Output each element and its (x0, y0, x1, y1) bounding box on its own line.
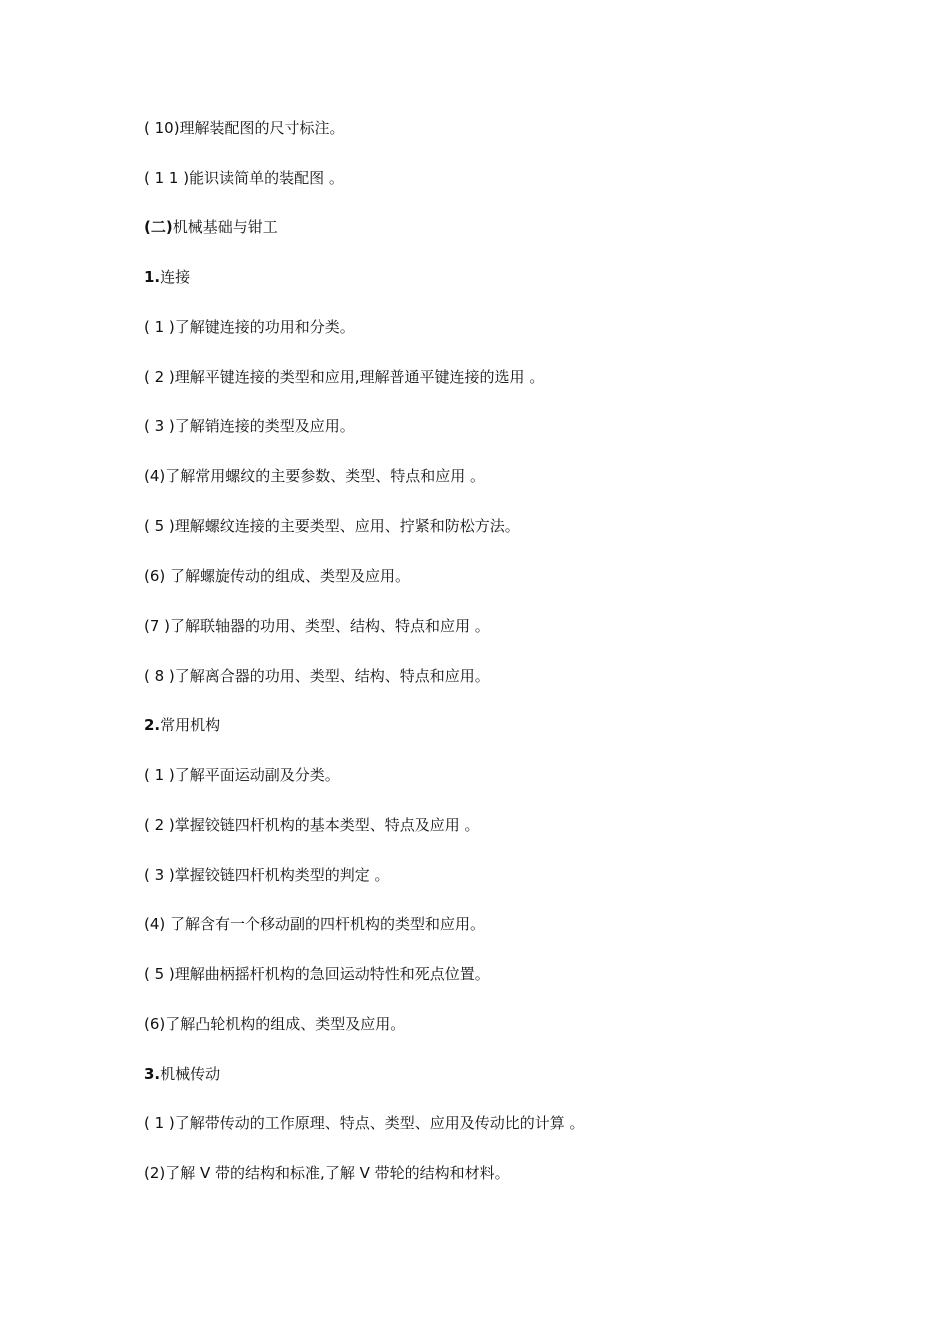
list-item: ( 10)理解装配图的尺寸标注。 (144, 119, 345, 137)
subsection-number: 2. (144, 716, 161, 734)
list-item: (2)了解 V 带的结构和标准,了解 V 带轮的结构和材料。 (144, 1164, 510, 1182)
list-item: (4)了解常用螺纹的主要参数、类型、特点和应用 。 (144, 467, 486, 485)
subsection-heading (144, 715, 220, 735)
list-item: (4) 了解含有一个移动副的四杆机构的类型和应用。 (144, 915, 486, 933)
subsection-number: 1. (144, 268, 161, 286)
list-item: (6)了解凸轮机构的组成、类型及应用。 (144, 1015, 406, 1033)
list-item: ( 1 1 )能识读简单的装配图 。 (144, 169, 344, 187)
subsection-title: 机械传动 (160, 1065, 221, 1083)
subsection-heading (144, 1064, 220, 1084)
subsection-title: 连接 (160, 268, 191, 286)
list-item: ( 8 )了解离合器的功用、类型、结构、特点和应用。 (144, 667, 490, 685)
list-item: ( 5 )理解螺纹连接的主要类型、应用、拧紧和防松方法。 (144, 517, 520, 535)
list-item: (7 )了解联轴器的功用、类型、结构、特点和应用 。 (144, 617, 490, 635)
list-item: (6) 了解螺旋传动的组成、类型及应用。 (144, 567, 411, 585)
list-item: ( 5 )理解曲柄摇杆机构的急回运动特性和死点位置。 (144, 965, 490, 983)
list-item: ( 3 )了解销连接的类型及应用。 (144, 417, 355, 435)
subsection-heading (144, 267, 190, 287)
section-number: (二) (144, 218, 173, 236)
section-heading (144, 217, 278, 237)
subsection-number: 3. (144, 1065, 161, 1083)
section-title: 机械基础与钳工 (172, 218, 278, 236)
list-item: ( 2 )理解平键连接的类型和应用,理解普通平键连接的选用 。 (144, 368, 545, 386)
list-item: ( 1 )了解键连接的功用和分类。 (144, 318, 355, 336)
list-item: ( 2 )掌握铰链四杆机构的基本类型、特点及应用 。 (144, 816, 480, 834)
list-item: ( 1 )了解带传动的工作原理、特点、类型、应用及传动比的计算 。 (144, 1114, 585, 1132)
list-item: ( 1 )了解平面运动副及分类。 (144, 766, 340, 784)
subsection-title: 常用机构 (160, 716, 221, 734)
list-item: ( 3 )掌握铰链四杆机构类型的判定 。 (144, 866, 390, 884)
